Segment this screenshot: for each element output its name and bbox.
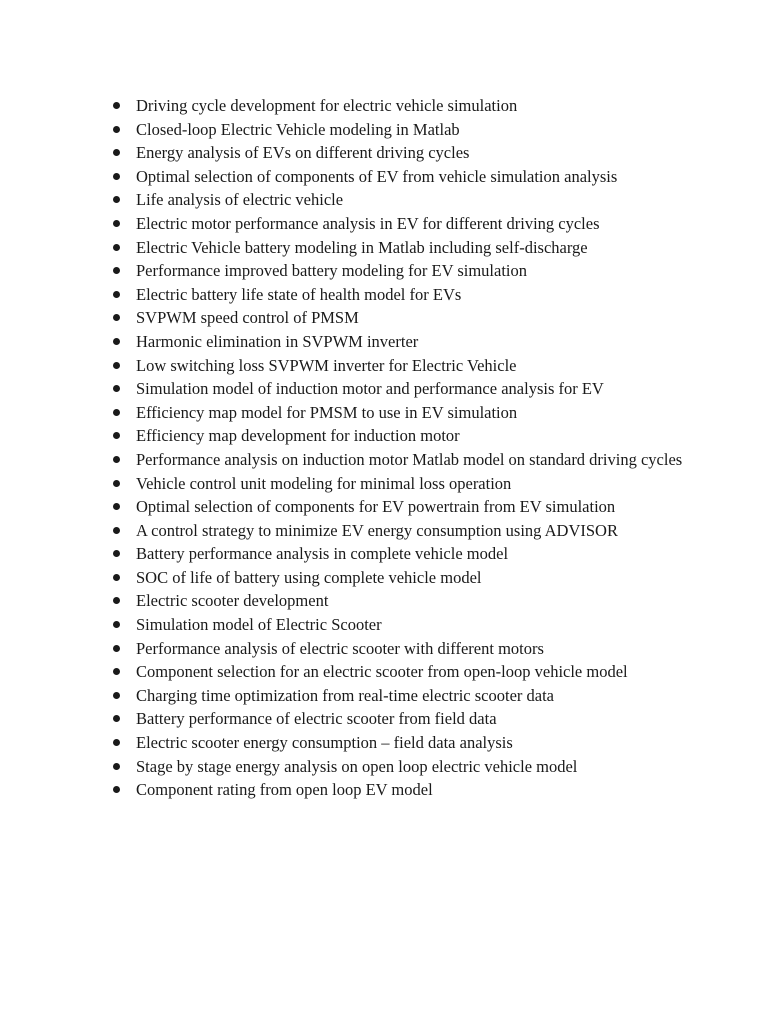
list-item bbox=[112, 259, 752, 283]
bullet-icon bbox=[113, 574, 120, 581]
list-item bbox=[112, 448, 752, 472]
list-item bbox=[112, 141, 752, 165]
list-item bbox=[112, 424, 752, 448]
list-item-text: Electric motor performance analysis in EV for different driving cycles bbox=[136, 213, 600, 233]
list-item-text: A control strategy to minimize EV energy consumption using ADVISOR bbox=[136, 520, 618, 540]
bullet-icon bbox=[113, 149, 120, 156]
bullet-icon bbox=[113, 173, 120, 180]
list-item bbox=[112, 306, 752, 330]
list-item bbox=[112, 188, 752, 212]
list-item-text: Life analysis of electric vehicle bbox=[136, 190, 344, 210]
list-item bbox=[112, 684, 752, 708]
list-item-text: Harmonic elimination in SVPWM inverter bbox=[136, 331, 419, 351]
bullet-icon bbox=[113, 692, 120, 699]
list-item bbox=[112, 354, 752, 378]
bullet-icon bbox=[113, 126, 120, 133]
list-item-text: Energy analysis of EVs on different driving cycles bbox=[136, 143, 470, 163]
topic-list bbox=[112, 94, 752, 802]
bullet-icon bbox=[113, 385, 120, 392]
bullet-icon bbox=[113, 715, 120, 722]
list-item bbox=[112, 212, 752, 236]
bullet-icon bbox=[113, 763, 120, 770]
list-item bbox=[112, 589, 752, 613]
list-item-text: Charging time optimization from real-time electric scooter data bbox=[136, 685, 555, 705]
list-item-text: Driving cycle development for electric vehicle simulation bbox=[136, 96, 518, 115]
list-item-text: Simulation model of Electric Scooter bbox=[136, 615, 382, 635]
list-item bbox=[112, 519, 752, 543]
bullet-icon bbox=[113, 362, 120, 369]
list-item-text: Electric scooter development bbox=[136, 591, 329, 611]
list-item bbox=[112, 472, 752, 496]
list-item bbox=[112, 377, 752, 401]
list-item bbox=[112, 165, 752, 189]
bullet-icon bbox=[113, 267, 120, 274]
list-item bbox=[112, 707, 752, 731]
list-item-text: Vehicle control unit modeling for minimal loss operation bbox=[136, 473, 512, 493]
list-item bbox=[112, 731, 752, 755]
list-item-text: Battery performance of electric scooter from field data bbox=[136, 709, 497, 729]
bullet-icon bbox=[113, 291, 120, 298]
list-item-text: Electric battery life state of health model for EVs bbox=[136, 284, 462, 304]
bullet-icon bbox=[113, 550, 120, 557]
list-item-text: Stage by stage energy analysis on open loop electric vehicle model bbox=[136, 756, 578, 776]
list-item bbox=[112, 330, 752, 354]
bullet-icon bbox=[113, 432, 120, 439]
list-item bbox=[112, 637, 752, 661]
list-item bbox=[112, 542, 752, 566]
list-item-text: Efficiency map development for induction motor bbox=[136, 426, 460, 446]
list-item bbox=[112, 495, 752, 519]
list-item-text: SOC of life of battery using complete vehicle model bbox=[136, 567, 482, 587]
list-item-text: Optimal selection of components for EV powertrain from EV simulation bbox=[136, 497, 616, 517]
list-item bbox=[112, 283, 752, 307]
list-item bbox=[112, 236, 752, 260]
bullet-icon bbox=[113, 244, 120, 251]
bullet-icon bbox=[113, 739, 120, 746]
list-item bbox=[112, 566, 752, 590]
list-item bbox=[112, 613, 752, 637]
list-item-text: SVPWM speed control of PMSM bbox=[136, 308, 359, 328]
list-item bbox=[112, 401, 752, 425]
bullet-icon bbox=[113, 645, 120, 652]
bullet-icon bbox=[113, 314, 120, 321]
list-item-text: Electric Vehicle battery modeling in Matlab including self-discharge bbox=[136, 237, 588, 257]
list-item-text: Simulation model of induction motor and performance analysis for EV bbox=[136, 379, 604, 399]
list-item-text: Component selection for an electric scooter from open-loop vehicle model bbox=[136, 662, 628, 682]
bullet-icon bbox=[113, 786, 120, 793]
bullet-icon bbox=[113, 480, 120, 487]
list-item-text: Efficiency map model for PMSM to use in EV simulation bbox=[136, 402, 518, 422]
list-item-text: Performance analysis of electric scooter with different motors bbox=[136, 638, 544, 658]
list-item-text: Closed-loop Electric Vehicle modeling in Matlab bbox=[136, 119, 460, 139]
list-item-text: Electric scooter energy consumption – field data analysis bbox=[136, 733, 513, 753]
bullet-icon bbox=[113, 597, 120, 604]
bullet-icon bbox=[113, 102, 120, 109]
bullet-icon bbox=[113, 668, 120, 675]
list-item-text: Performance improved battery modeling for EV simulation bbox=[136, 261, 528, 281]
bullet-icon bbox=[113, 338, 120, 345]
list-item bbox=[112, 660, 752, 684]
list-item-text: Low switching loss SVPWM inverter for Electric Vehicle bbox=[136, 355, 517, 375]
list-item-text: Performance analysis on induction motor Matlab model on standard driving cycles bbox=[136, 449, 683, 469]
bullet-icon bbox=[113, 409, 120, 416]
bullet-icon bbox=[113, 621, 120, 628]
bullet-icon bbox=[113, 503, 120, 510]
list-item bbox=[112, 94, 752, 118]
list-item bbox=[112, 778, 752, 802]
bullet-icon bbox=[113, 456, 120, 463]
list-item bbox=[112, 755, 752, 779]
list-item-text: Battery performance analysis in complete vehicle model bbox=[136, 544, 509, 564]
bullet-icon bbox=[113, 196, 120, 203]
list-item-text: Component rating from open loop EV model bbox=[136, 780, 433, 800]
bullet-icon bbox=[113, 527, 120, 534]
bullet-icon bbox=[113, 220, 120, 227]
list-item-text: Optimal selection of components of EV from vehicle simulation analysis bbox=[136, 166, 618, 186]
list-item bbox=[112, 118, 752, 142]
